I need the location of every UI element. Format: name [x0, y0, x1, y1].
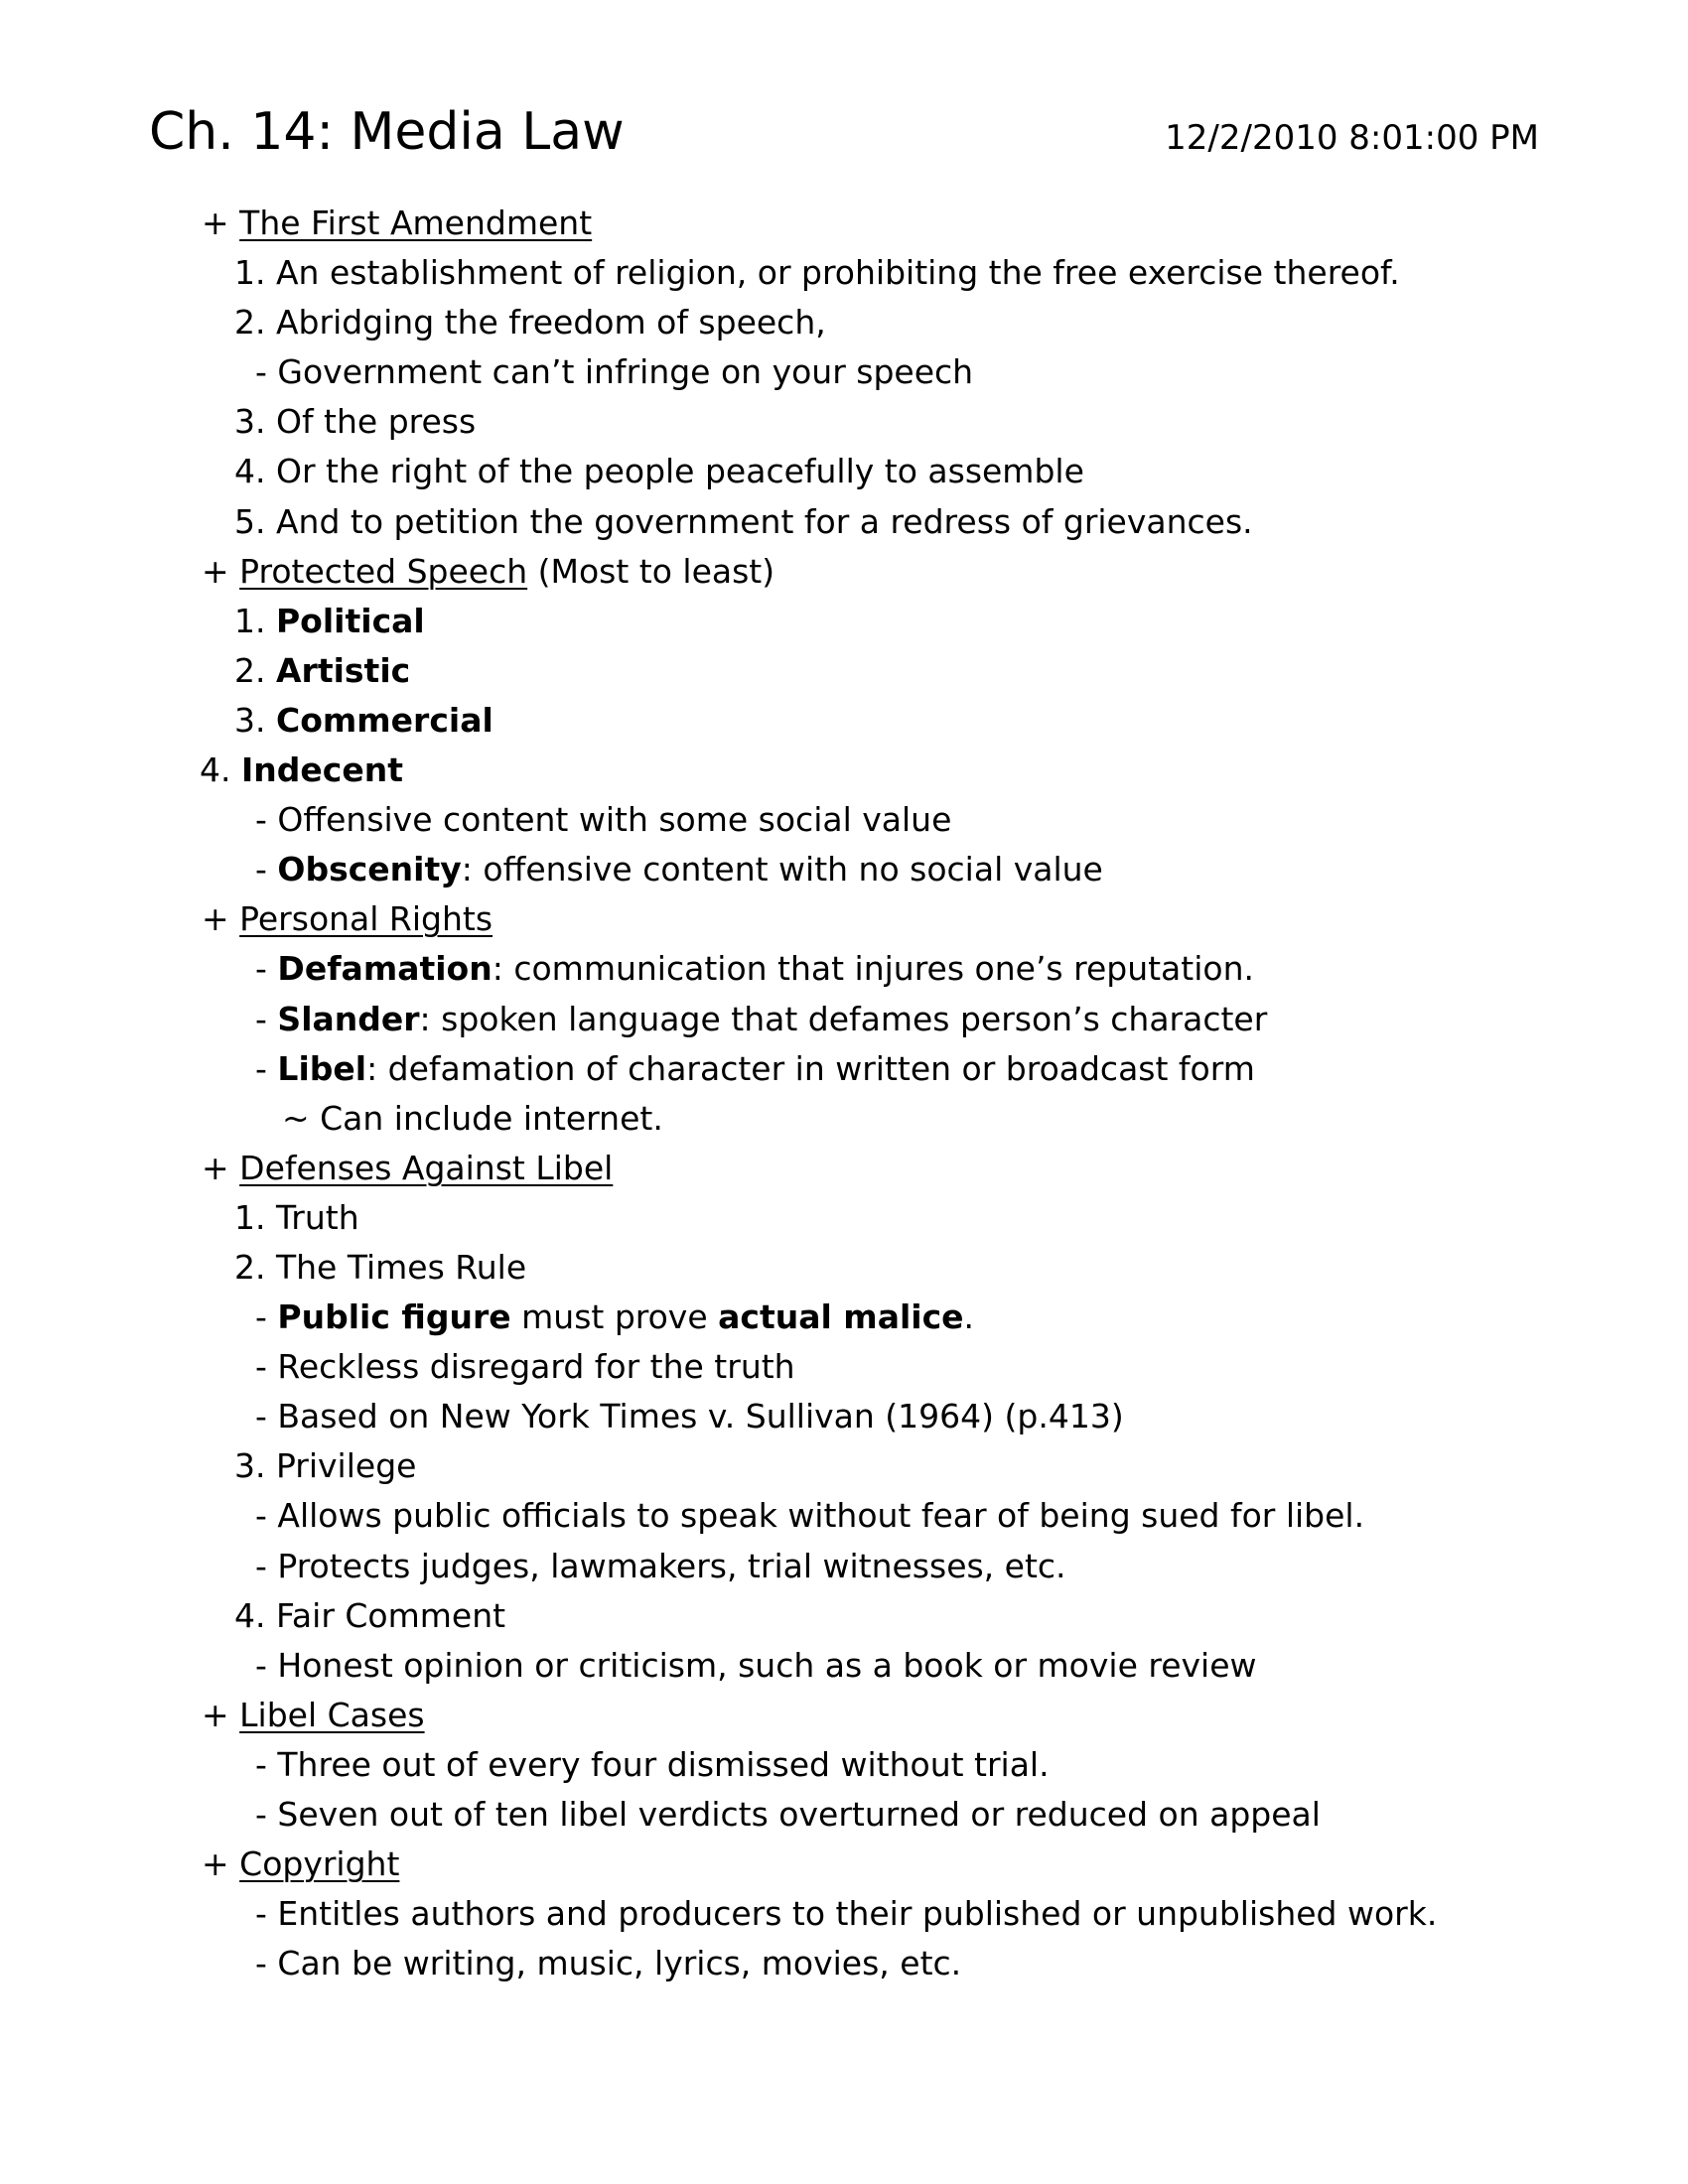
list-item: - Reckless disregard for the truth [255, 1347, 795, 1387]
section-heading-personal-rights [0, 894, 1688, 944]
item-text: must prove [521, 1297, 708, 1337]
list-item [0, 845, 1688, 894]
list-item: - Can be writing, music, lyrics, movies, etc. [255, 1944, 962, 1983]
list-item [0, 646, 1688, 696]
plus-marker: + [202, 899, 229, 939]
heading-label: Copyright [239, 1844, 400, 1884]
list-item [0, 944, 1688, 994]
plus-marker: + [202, 1695, 229, 1734]
item-text: : communication that injures one’s reputation. [492, 949, 1254, 989]
section-heading-defenses-against-libel [0, 1144, 1688, 1193]
plus-marker: + [202, 551, 229, 591]
heading-label: Defenses Against Libel [239, 1148, 614, 1187]
item-text: : defamation of character in written or broadcast form [366, 1048, 1255, 1088]
list-item [0, 746, 1688, 795]
item-term: Indecent [241, 751, 403, 790]
item-number: 4. [200, 751, 231, 790]
heading-label: Protected Speech [239, 551, 528, 591]
item-number: 3. [234, 700, 266, 740]
list-item [0, 1044, 1688, 1094]
item-term: Political [276, 601, 425, 640]
item-term: actual malice [718, 1297, 964, 1337]
plus-marker: + [202, 1148, 229, 1187]
list-item: - Honest opinion or criticism, such as a book or movie review [255, 1645, 1257, 1685]
item-term: Libel [277, 1048, 367, 1088]
item-term: Commercial [276, 700, 493, 740]
item-term: Slander [277, 999, 420, 1038]
item-number: 2. [234, 650, 266, 690]
heading-label: The First Amendment [239, 204, 593, 242]
section-heading-first-amendment [0, 199, 1688, 248]
list-item: 3. Of the press [234, 402, 477, 442]
list-item: 5. And to petition the government for a redress of grievances. [234, 501, 1253, 541]
list-item: 1. Truth [234, 1197, 359, 1237]
item-dash: - [255, 999, 267, 1038]
list-item: 4. Fair Comment [234, 1595, 506, 1635]
section-heading-copyright [0, 1840, 1688, 1889]
item-text: : offensive content with no social value [461, 850, 1103, 889]
list-item: - Offensive content with some social value [255, 800, 952, 840]
heading-label: Libel Cases [239, 1695, 425, 1734]
item-term: Artistic [276, 650, 411, 690]
section-heading-protected-speech [0, 547, 1688, 597]
item-dash: - [255, 1048, 267, 1088]
list-item: ~ Can include internet. [282, 1098, 663, 1138]
item-text: . [963, 1297, 975, 1337]
list-item [0, 1293, 1688, 1342]
item-dash: - [255, 1297, 267, 1337]
heading-note: (Most to least) [537, 551, 775, 591]
plus-marker: + [202, 1844, 229, 1884]
section-heading-libel-cases [0, 1691, 1688, 1740]
list-item: 2. The Times Rule [234, 1247, 527, 1287]
item-term: Public figure [277, 1297, 511, 1337]
item-text: : spoken language that defames person’s character [419, 999, 1268, 1038]
item-term: Obscenity [277, 850, 462, 889]
list-item: - Entitles authors and producers to their published or unpublished work. [255, 1894, 1438, 1934]
notes-outline [0, 199, 1688, 1988]
item-number: 1. [234, 601, 266, 640]
list-item: 2. Abridging the freedom of speech, [234, 303, 826, 342]
date-stamp: 12/2/2010 8:01:00 PM [1165, 118, 1539, 158]
list-item [0, 995, 1688, 1044]
list-item: - Based on New York Times v. Sullivan (1964) (p.413) [255, 1397, 1124, 1436]
heading-label: Personal Rights [239, 899, 493, 939]
list-item: 1. An establishment of religion, or prohibiting the free exercise thereof. [234, 253, 1400, 293]
list-item: 3. Privilege [234, 1446, 417, 1486]
list-item [0, 696, 1688, 746]
list-item: - Government can’t infringe on your speech [255, 352, 974, 392]
plus-marker: + [202, 204, 229, 242]
list-item: - Allows public officials to speak without fear of being sued for libel. [255, 1496, 1365, 1536]
list-item: - Protects judges, lawmakers, trial witnesses, etc. [255, 1546, 1066, 1585]
list-item: 4. Or the right of the people peacefully to assemble [234, 452, 1084, 491]
list-item: - Seven out of ten libel verdicts overturned or reduced on appeal [255, 1795, 1321, 1834]
list-item: - Three out of every four dismissed without trial. [255, 1744, 1050, 1784]
item-term: Defamation [277, 949, 492, 989]
item-dash: - [255, 850, 267, 889]
page-title: Ch. 14: Media Law [149, 102, 625, 162]
item-dash: - [255, 949, 267, 989]
list-item [0, 597, 1688, 646]
